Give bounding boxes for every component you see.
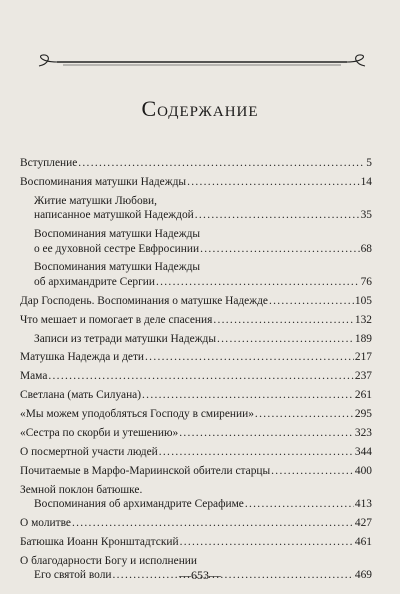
toc-entry[interactable]: Вступление ..... 5 — [20, 156, 372, 170]
toc-entry[interactable]: Матушка Надежда и дети ..... 217 — [20, 350, 372, 364]
toc-entry[interactable]: Дар Господень. Воспоминания о матушке Надежде ..... 105 — [20, 294, 372, 308]
page-title: Содержание — [141, 96, 259, 121]
table-of-contents — [20, 156, 372, 587]
toc-entry[interactable]: Светлана (мать Силуана) ..... 261 — [20, 388, 372, 402]
toc-entry[interactable]: «Мы можем уподобляться Господу в смирении» ..... 295 — [20, 407, 372, 421]
toc-entry[interactable]: О молитве ..... 427 — [20, 516, 372, 530]
toc-entry[interactable]: Земной поклон батюшке. Воспоминания об архимандрите Серафиме ..... 413 — [20, 483, 372, 512]
toc-entry[interactable]: Мама ..... 237 — [20, 369, 372, 383]
toc-entry[interactable]: Записи из тетради матушки Надежды ..... 189 — [20, 332, 372, 346]
toc-entry[interactable]: О благодарности Богу и исполнении Его святой воли ..... 469 — [20, 554, 372, 583]
toc-entry[interactable]: «Сестра по скорби и утешению» ..... 323 — [20, 426, 372, 440]
toc-entry[interactable]: Воспоминания матушки Надежды о ее духовной сестре Евфросинии ..... 68 — [20, 227, 372, 256]
toc-entry[interactable]: О посмертной участи людей ..... 344 — [20, 445, 372, 459]
header-ornament — [27, 52, 377, 76]
page-number: —653— — [179, 568, 221, 582]
ornament-flourish-icon — [27, 52, 377, 76]
toc-entry[interactable]: Батюшка Иоанн Кронштадтский ..... 461 — [20, 535, 372, 549]
toc-entry[interactable]: Воспоминания матушки Надежды об архимандрите Сергии ..... 76 — [20, 260, 372, 289]
toc-entry[interactable]: Что мешает и помогает в деле спасения ..... 132 — [20, 313, 372, 327]
toc-entry[interactable]: Воспоминания матушки Надежды ..... 14 — [20, 175, 372, 189]
toc-entry[interactable]: Житие матушки Любови, написанное матушкой Надеждой ..... 35 — [20, 194, 372, 223]
toc-entry[interactable]: Почитаемые в Марфо-Мариинской обители старцы ..... 400 — [20, 464, 372, 478]
